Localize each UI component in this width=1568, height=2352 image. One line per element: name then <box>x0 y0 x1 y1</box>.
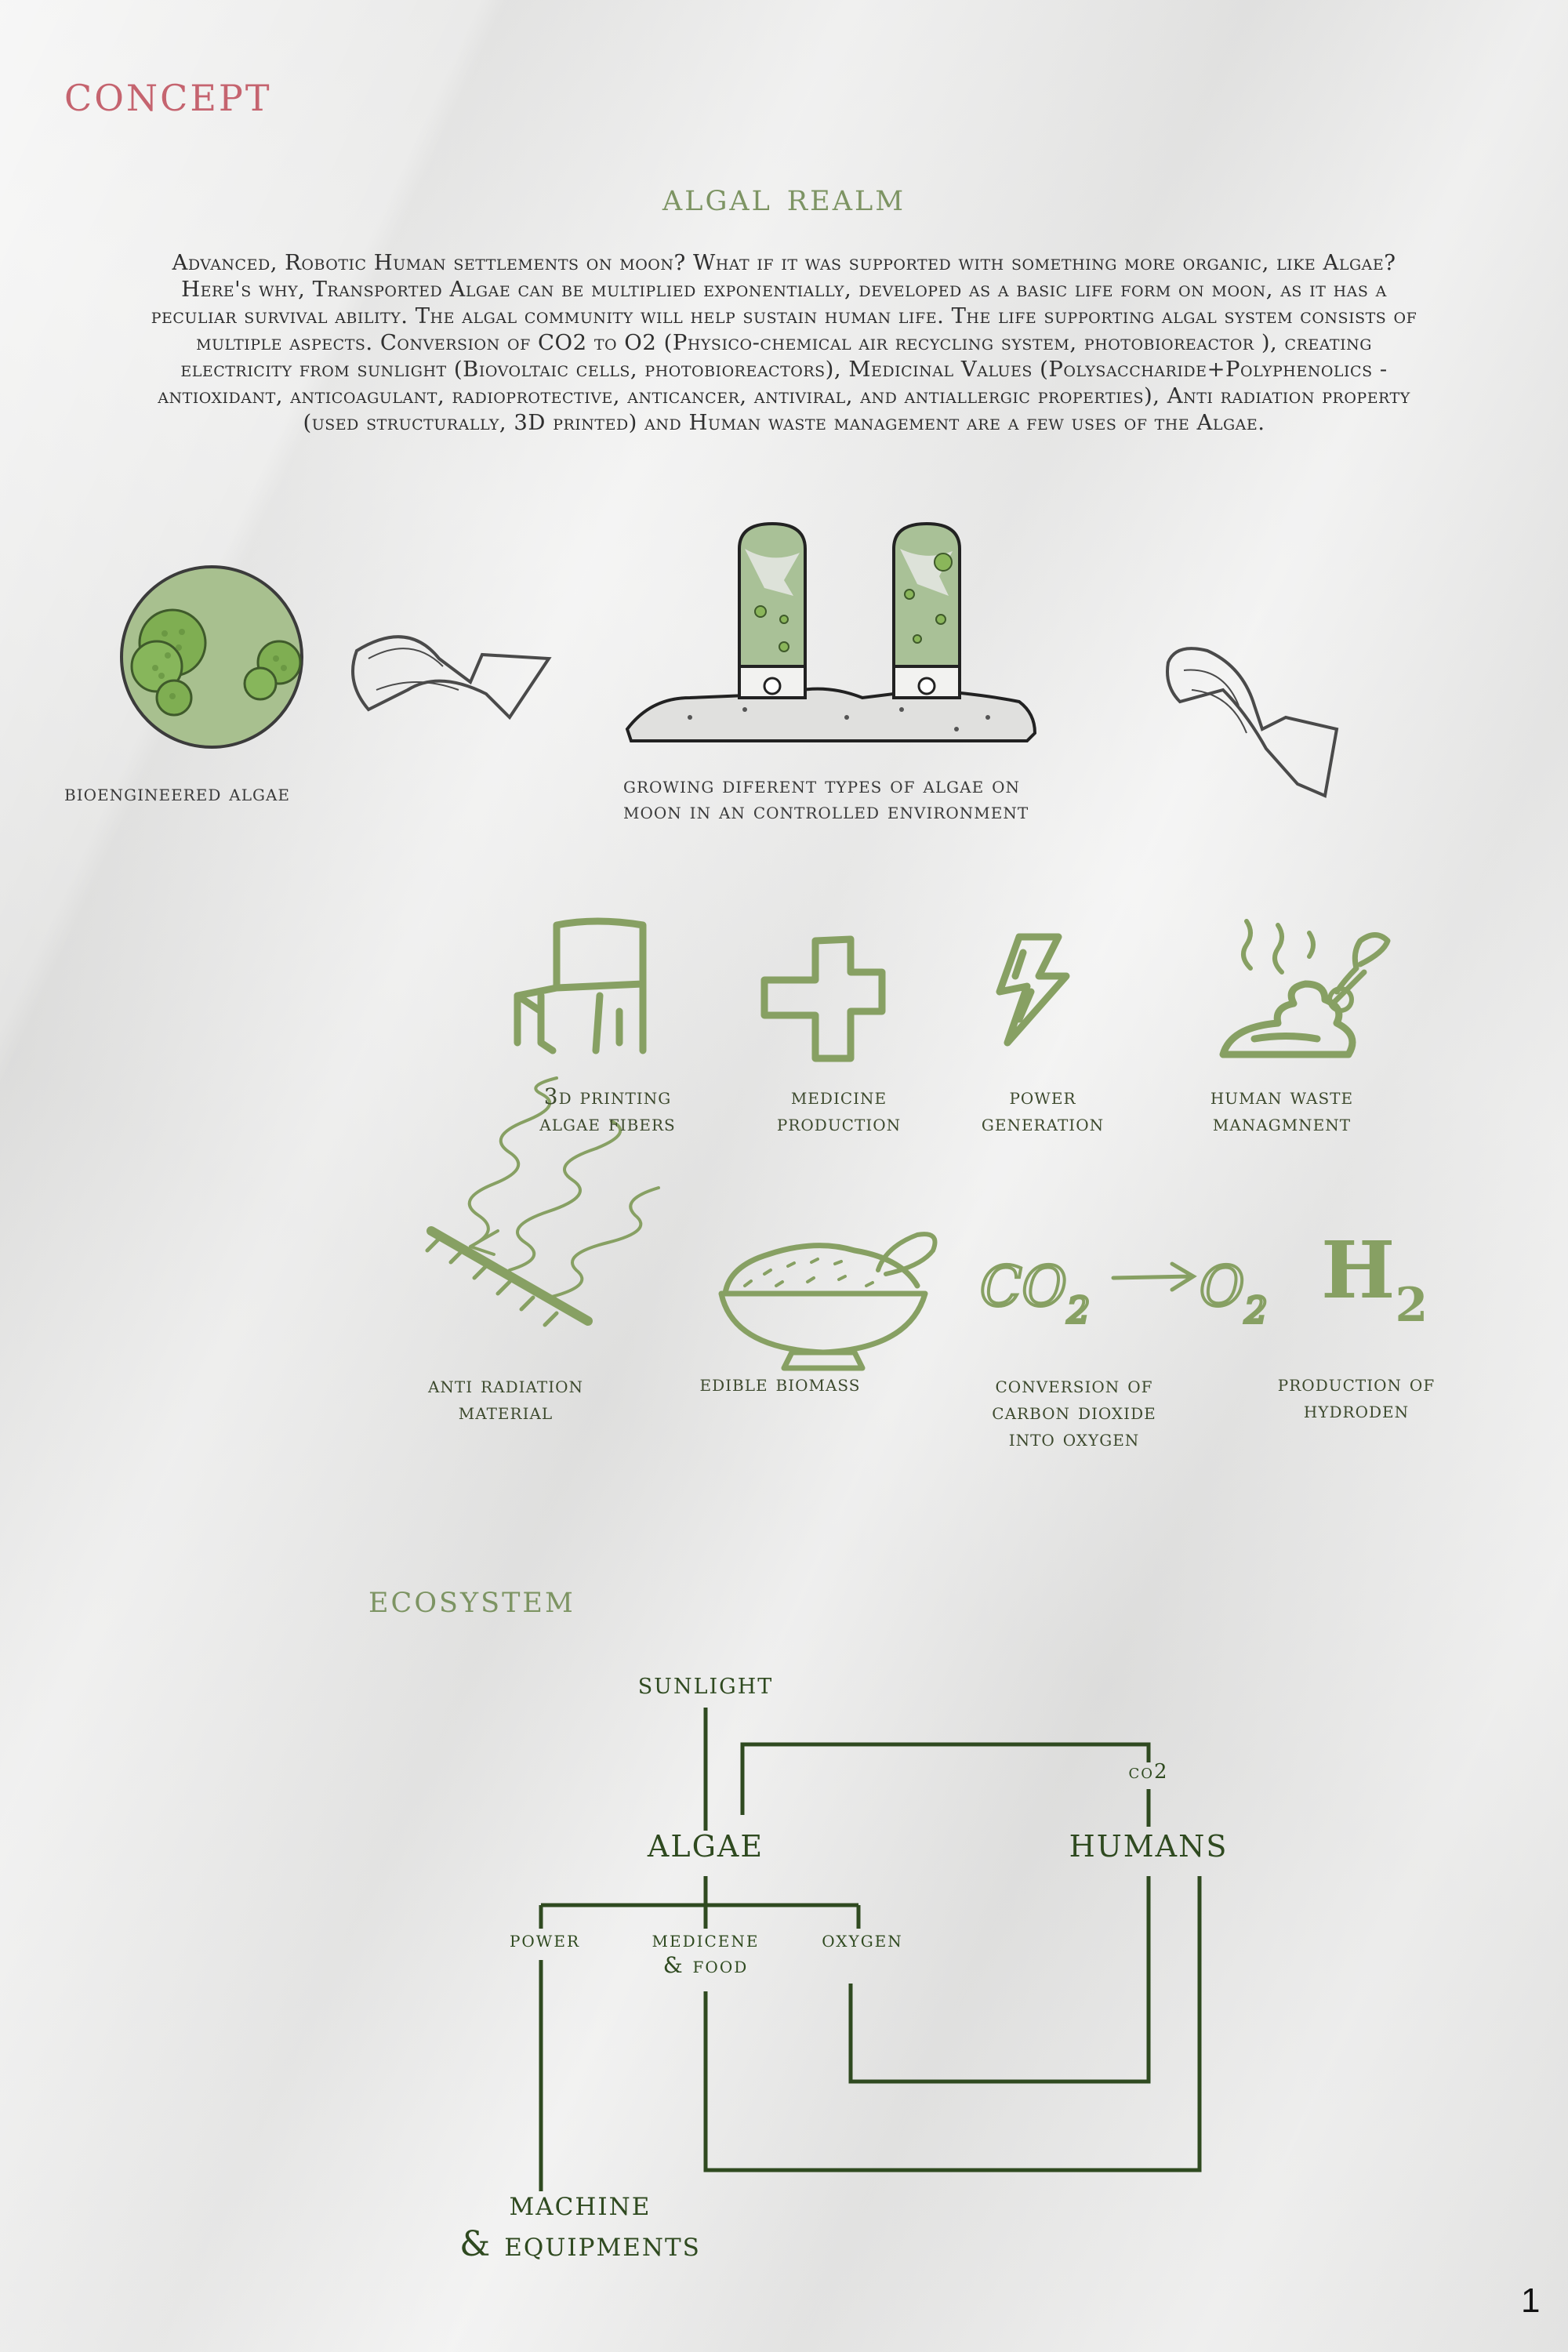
o2-right-text: O <box>1200 1254 1245 1319</box>
use-label-line1: anti radiation <box>427 1372 583 1398</box>
intro-paragraph: Advanced, Robotic Human settlements on moon? What if it was supported with something more organic, like Algae? Here's why, Transported Algae can be multiplied exponentially, developed as a basic life form on moon, as it has a peculiar survival ability. The algal community will help sustain human life. The life supporting algal system consists of multiple aspects. Conversion of CO2 to O2 (Physico-chemical air recycling system, photobioreactor ), creating electricity from sunlight (Biovoltaic cells, photobioreactors), Medicinal Values (Polysaccharide+Polyphenolics - antioxidant, anticoagulant, radioprotective, anticancer, antiviral, and antiallergic properties), Anti radiation property (used structurally, 3D printed) and Human waste management are a few uses of the Algae. <box>151 250 1417 435</box>
oxygen-node: oxygen <box>822 1926 903 1952</box>
use-label-line2: algae fibers <box>539 1110 676 1136</box>
use-label-line1: production of <box>1277 1370 1436 1396</box>
power-node: power <box>509 1926 581 1952</box>
use-label-line2: managmnent <box>1212 1110 1352 1136</box>
use-label-line2: generation <box>981 1110 1105 1136</box>
use-label-line2: material <box>458 1399 554 1425</box>
concept-heading: concept <box>64 63 272 123</box>
growing-algae-label-line1: growing diferent types of algae on <box>623 772 1020 798</box>
use-label-line2: carbon dioxide <box>992 1399 1156 1425</box>
use-label-line1: human waste <box>1210 1083 1354 1109</box>
co2-node: co2 <box>1128 1760 1169 1784</box>
machine-line2: & equipments <box>459 2224 701 2264</box>
use-label-line2: hydroden <box>1303 1397 1410 1423</box>
output-tick-lines <box>541 1905 858 1929</box>
hydrogen-subscript: 2 <box>1395 1278 1428 1333</box>
medicine-line1: medicene <box>652 1926 760 1952</box>
use-label-line2: production <box>776 1110 902 1136</box>
o2-subscript: 2 <box>1244 1289 1268 1331</box>
use-label-line1: 3d printing <box>543 1083 672 1109</box>
co2-left-text: CO <box>980 1254 1067 1319</box>
use-label-line1: power <box>1009 1083 1076 1109</box>
hydrogen-letter: H <box>1321 1224 1396 1316</box>
sunlight-node: sunlight <box>637 1666 774 1700</box>
page-number: 1 <box>1521 2281 1541 2320</box>
use-label-line1: medicine <box>790 1083 887 1109</box>
machine-equipments-node <box>423 2183 737 2265</box>
use-label-line3: into oxygen <box>1008 1425 1140 1451</box>
use-label-line1: edible biomass <box>699 1370 861 1396</box>
ecosystem-title: ecosystem <box>368 1576 575 1621</box>
oxygen-to-humans-line <box>851 1876 1149 2082</box>
machine-line1: machine <box>509 2183 652 2223</box>
medicine-to-humans-line <box>706 1876 1200 2170</box>
algae-node: algae <box>647 1817 764 1867</box>
humans-co2-to-algae-line <box>742 1744 1149 1815</box>
humans-node: humans <box>1069 1817 1229 1867</box>
co2-subscript: 2 <box>1066 1289 1091 1331</box>
algal-realm-title: algal realm <box>662 174 906 220</box>
growing-algae-label-line2: moon in an controlled environment <box>623 798 1029 824</box>
use-label-line1: conversion of <box>995 1372 1153 1398</box>
medicine-food-node <box>627 1926 784 1978</box>
bioengineered-algae-label: bioengineered algae <box>64 780 291 806</box>
medicine-line2: & food <box>662 1952 749 1978</box>
